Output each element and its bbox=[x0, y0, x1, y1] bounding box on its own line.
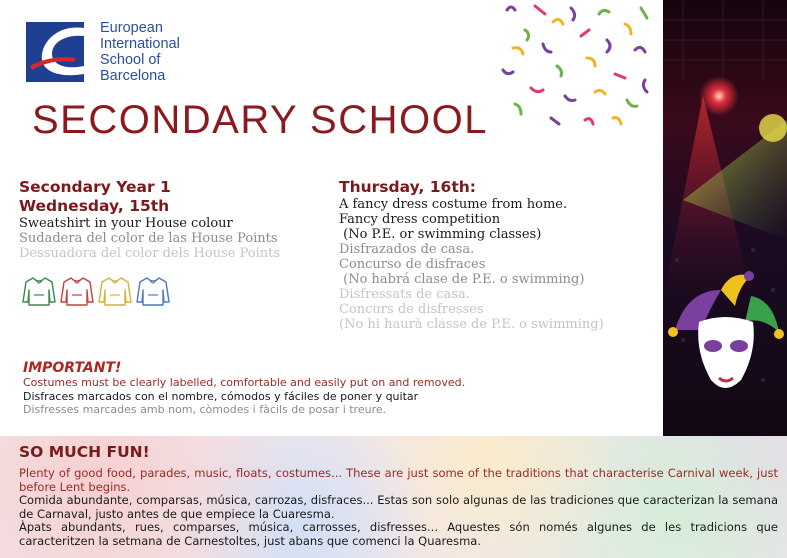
thursday-english-line: (No P.E. or swimming classes) bbox=[339, 227, 542, 242]
important-english: Costumes must be clearly labelled, comfortable and easily put on and removed. bbox=[23, 376, 466, 389]
thursday-spanish-line: Concurso de disfraces bbox=[339, 257, 486, 272]
confetti-decoration bbox=[495, 0, 663, 140]
thursday-english-line: Fancy dress competition bbox=[339, 212, 501, 227]
thursday-section bbox=[339, 178, 604, 332]
fun-english: Plenty of good food, parades, music, floats, costumes... These are just some of the traditions that characterise Carnival week, just before Lent begins. bbox=[19, 466, 778, 494]
fun-text bbox=[19, 467, 778, 549]
thursday-catalan-line: (No hi haurà classe de P.E. o swimming) bbox=[339, 317, 604, 332]
thursday-spanish-line: Disfrazados de casa. bbox=[339, 242, 475, 257]
green-hoodie-icon bbox=[22, 275, 56, 307]
year-one-section bbox=[19, 178, 280, 261]
year-heading: Secondary Year 1 bbox=[19, 178, 171, 196]
carnival-photo bbox=[663, 0, 787, 436]
fun-spanish: Comida abundante, comparsas, música, carrozas, disfraces... Estas son solo algunas de las tradiciones que caracterizan la semana de Carnaval, justo antes de que empiece la Cuaresma. bbox=[19, 493, 778, 521]
school-name-line: School of bbox=[100, 52, 161, 68]
blue-hoodie-icon bbox=[136, 275, 170, 307]
page-title: SECONDARY SCHOOL bbox=[32, 98, 488, 142]
instruction-english: Sweatshirt in your House colour bbox=[19, 216, 233, 231]
hoodie-icons bbox=[22, 275, 172, 309]
stage-lights-image bbox=[663, 0, 787, 436]
fun-heading: SO MUCH FUN! bbox=[19, 443, 150, 461]
school-name bbox=[100, 20, 180, 84]
thursday-heading: Thursday, 16th: bbox=[339, 178, 476, 196]
yellow-hoodie-icon bbox=[98, 275, 132, 307]
logo-swoosh-icon bbox=[26, 22, 84, 82]
day-heading: Wednesday, 15th bbox=[19, 197, 170, 215]
school-name-line: European bbox=[100, 20, 163, 36]
school-name-line: International bbox=[100, 36, 180, 52]
important-catalan: Disfresses marcades amb nom, còmodes i fàcils de posar i treure. bbox=[23, 403, 387, 416]
important-spanish: Disfraces marcados con el nombre, cómodos y fáciles de poner y quitar bbox=[23, 389, 419, 403]
instruction-spanish: Sudadera del color de las House Points bbox=[19, 231, 278, 246]
school-logo-mark bbox=[26, 22, 84, 82]
thursday-catalan-line: Disfressats de casa. bbox=[339, 287, 470, 302]
red-hoodie-icon bbox=[60, 275, 94, 307]
school-name-line: Barcelona bbox=[100, 68, 166, 84]
instruction-catalan: Dessuadora del color dels House Points bbox=[19, 246, 281, 261]
thursday-spanish-line: (No habrá clase de P.E. o swimming) bbox=[339, 272, 585, 287]
thursday-english-line: A fancy dress costume from home. bbox=[339, 197, 568, 212]
important-heading: IMPORTANT! bbox=[23, 360, 122, 376]
important-section bbox=[23, 360, 465, 417]
fun-catalan: Àpats abundants, rues, comparses, música, carrosses, disfresses... Aquestes són només algunes de les tradicions que caracteritzen la setmana de Carnestoltes, just abans que comenci la Quaresma. bbox=[19, 520, 778, 548]
thursday-catalan-line: Concurs de disfresses bbox=[339, 302, 484, 317]
